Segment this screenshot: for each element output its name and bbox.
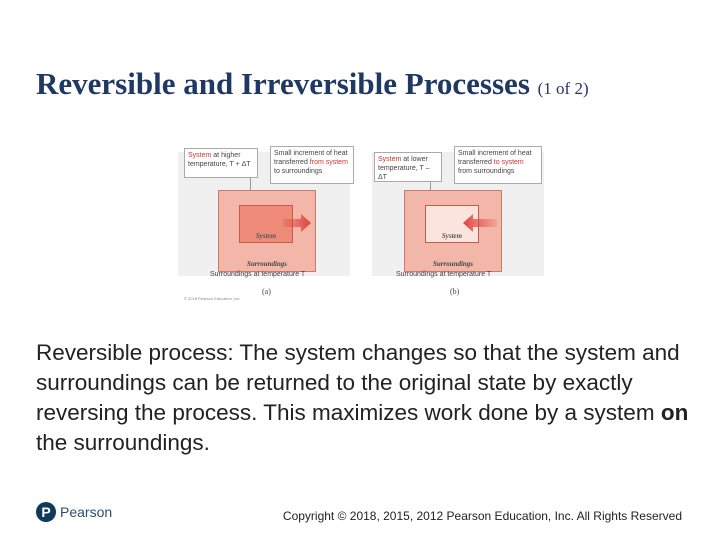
panel-a-callout-heat: Small increment of heat transferred from system to surroundings	[270, 146, 354, 184]
panel-a-callout-system: System at higher temperature, T + ΔT	[184, 148, 258, 178]
reversible-process-figure	[178, 140, 550, 308]
pearson-logo-icon: P	[36, 502, 56, 522]
panel-b-surroundings	[404, 190, 502, 272]
title-main: Reversible and Irreversible Processes	[36, 66, 530, 101]
panel-b-callout-heat: Small increment of heat transferred to system from surroundings	[454, 146, 542, 184]
slide-title	[36, 66, 589, 102]
panel-a-heat-arrow	[283, 213, 313, 233]
panel-b-letter: (b)	[450, 287, 460, 296]
panel-a-surroundings-label: Surroundings	[246, 260, 288, 268]
pearson-logo-text: Pearson	[60, 504, 113, 520]
panel-a-surroundings	[218, 190, 316, 272]
panel-a-caption: Surroundings at temperature T	[210, 271, 306, 278]
panel-b-heat-arrow	[461, 213, 497, 233]
panel-b-system-label: System	[441, 232, 463, 240]
panel-b-surroundings-label: Surroundings	[432, 260, 474, 268]
emphasis-on: on	[660, 400, 689, 425]
footer-copyright: Copyright © 2018, 2015, 2012 Pearson Education, Inc. All Rights Reserved	[282, 509, 682, 523]
title-subtitle: (1 of 2)	[537, 79, 589, 98]
panel-a-letter: (a)	[262, 287, 271, 296]
panel-b-callout-system: System at lower temperature, T – ΔT	[374, 152, 442, 182]
panel-a-system-label: System	[255, 232, 277, 240]
pearson-logo	[36, 500, 126, 526]
body-text: Reversible process: The system changes so that the system and surroundings can be returned to the original state by exactly reversing the process. This maximizes work done by a system on the surroundings.	[36, 340, 689, 455]
figure-copyright: © 2018 Pearson Education, Inc.	[184, 296, 241, 301]
panel-b-caption: Surroundings at temperature T	[396, 271, 492, 278]
panel-a-connector	[250, 178, 251, 190]
panel-b-connector	[430, 182, 431, 190]
